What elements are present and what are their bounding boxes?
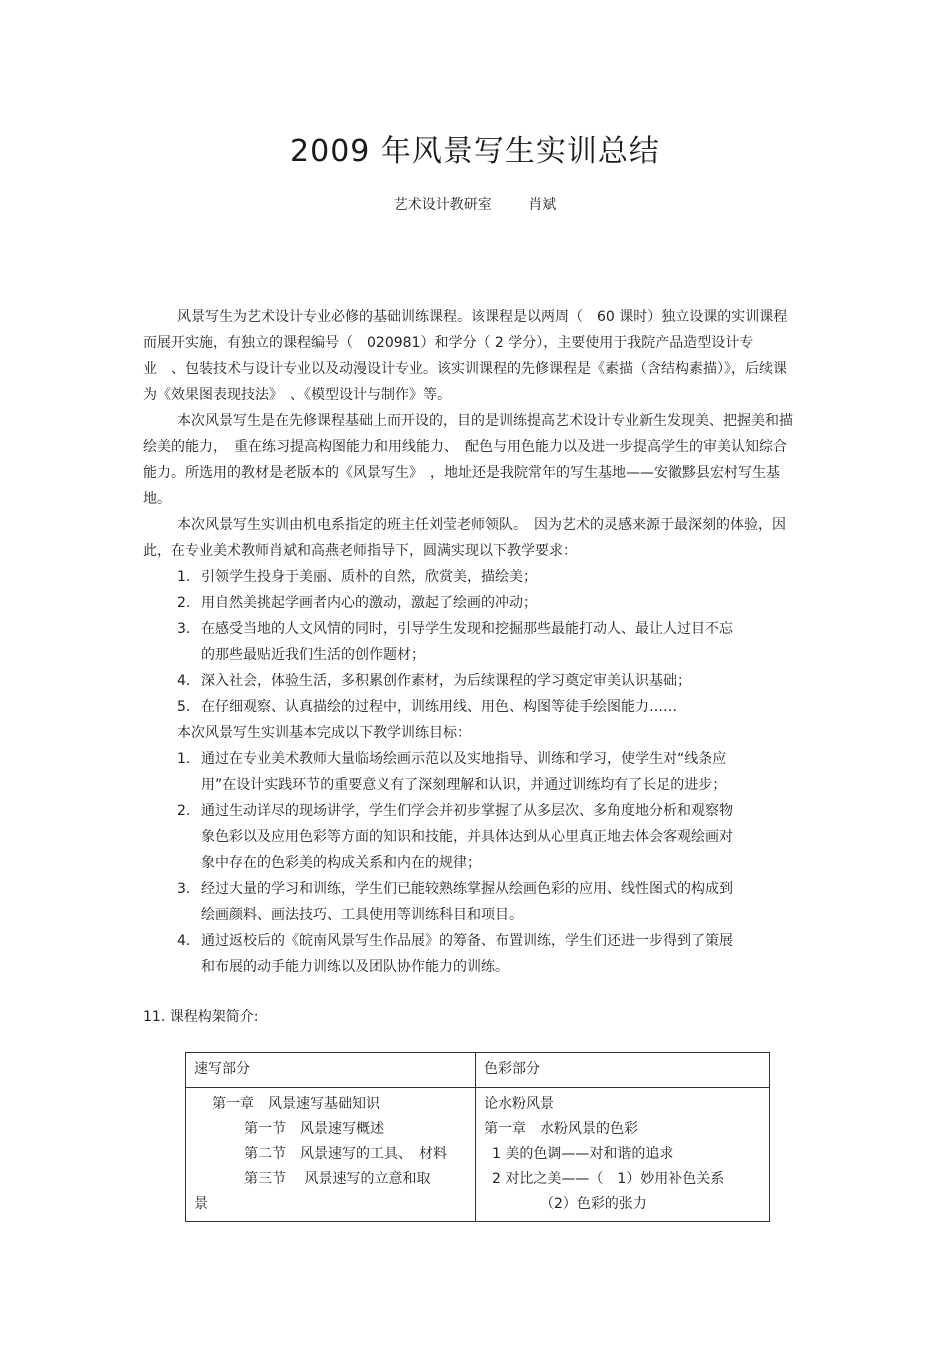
table-line: 2 对比之美——（ 1）妙用补色关系: [492, 1171, 725, 1187]
list-item: 3. 经过大量的学习和训练，学生们已能较熟练掌握从绘画色彩的应用、线性图式的构成到绘画颜料、画法技巧、工具使用等训练科目和项目。: [177, 881, 733, 923]
header-cell-color: 色彩部分: [476, 1053, 770, 1088]
section-heading: 11. 课程构架简介:: [143, 1009, 259, 1025]
course-structure-table: [185, 1052, 770, 1222]
table-header-row: [186, 1053, 770, 1088]
author-dept: 艺术设计教研室: [393, 197, 492, 213]
table-line: 第一章 水粉风景的色彩: [484, 1121, 638, 1137]
list-item: 2. 通过生动详尽的现场讲学，学生们学会并初步掌握了从多层次、多角度地分析和观察物象色彩以及应用色彩等方面的知识和技能，并具体达到从心里真正地去体会客观绘画对象中存在的色彩美的构成关系和内在的规律；: [177, 803, 733, 871]
list-item: 3. 在感受当地的人文风情的同时，引导学生发现和挖掘那些最能打动人、最让人过目不忘的那些最贴近我们生活的创作题材；: [177, 621, 733, 663]
paragraph-goals-intro: 本次风景写生实训基本完成以下教学训练目标：: [177, 725, 471, 741]
list-item: 4. 通过返校后的《皖南风景写生作品展》的筹备、布置训练，学生们还进一步得到了策展和布展的动手能力训练以及团队协作能力的训练。: [177, 933, 733, 975]
list-item: 1. 通过在专业美术教师大量临场绘画示范以及实地指导、训练和学习，使学生对“线条应用”在设计实践环节的重要意义有了深刻理解和认识，并通过训练均有了长足的进步；: [177, 751, 727, 793]
author-line: [0, 194, 950, 214]
color-cell: [476, 1088, 770, 1222]
list-item: 2. 用自然美挑起学画者内心的激动，激起了绘画的冲动；: [177, 595, 537, 611]
body-text: [143, 304, 795, 980]
list-item: 1. 引领学生投身于美丽、质朴的自然，欣赏美，描绘美；: [177, 569, 537, 585]
table-line: 第三节 风景速写的立意和取: [244, 1171, 431, 1187]
table-line: 第一节 风景速写概述: [244, 1121, 384, 1137]
paragraph-leader: 本次风景写生实训由机电系指定的班主任刘莹老师领队。 因为艺术的灵感来源于最深刻的体验，因此，在专业美术教师肖斌和高燕老师指导下，圆满实现以下教学要求：: [143, 517, 786, 559]
requirements-list: [143, 564, 795, 720]
paragraph-purpose: 本次风景写生是在先修课程基础上而开设的，目的是训练提高艺术设计专业新生发现美、把握美和描绘美的能力， 重在练习提高构图能力和用线能力、 配色与用色能力以及进一步提高学生的审美认知综合能力。所选用的教材是老版本的《风景写生》 ，地址还是我院常年的写生基地——安徽黟县宏村写生基地。: [143, 413, 793, 507]
table-line: （2）色彩的张力: [540, 1196, 647, 1212]
author-name: 肖斌: [528, 197, 557, 213]
header-cell-sketch: 速写部分: [186, 1053, 476, 1088]
table-line: 第二节 风景速写的工具、 材料: [244, 1146, 447, 1162]
list-item: 5. 在仔细观察、认真描绘的过程中，训练用线、用色、构图等徒手绘图能力……: [177, 699, 677, 715]
goals-list: [143, 746, 795, 980]
table-line: 1 美的色调——对和谐的追求: [492, 1146, 674, 1162]
table-row: [186, 1088, 770, 1222]
paragraph-intro: 风景写生为艺术设计专业必修的基础训练课程。该课程是以两周（ 60 课时）独立设课的实训课程而展开实施，有独立的课程编号（ 020981）和学分（ 2 学分），主要使用于我院产品造型设计专业 、包装技术与设计专业以及动漫设计专业。该实训课程的先修课程是《素描（含结构素描）》，后续课为《效果图表现技法》 、《模型设计与制作》等。: [143, 309, 788, 403]
list-item: 4. 深入社会，体验生活，多积累创作素材，为后续课程的学习奠定审美认识基础；: [177, 673, 691, 689]
page-title: 2009 年风景写生实训总结: [290, 134, 660, 169]
sketch-cell: [186, 1088, 476, 1222]
table-line: 景: [194, 1196, 208, 1212]
table-line: 论水粉风景: [484, 1096, 554, 1112]
table-line: 第一章 风景速写基础知识: [212, 1096, 380, 1112]
